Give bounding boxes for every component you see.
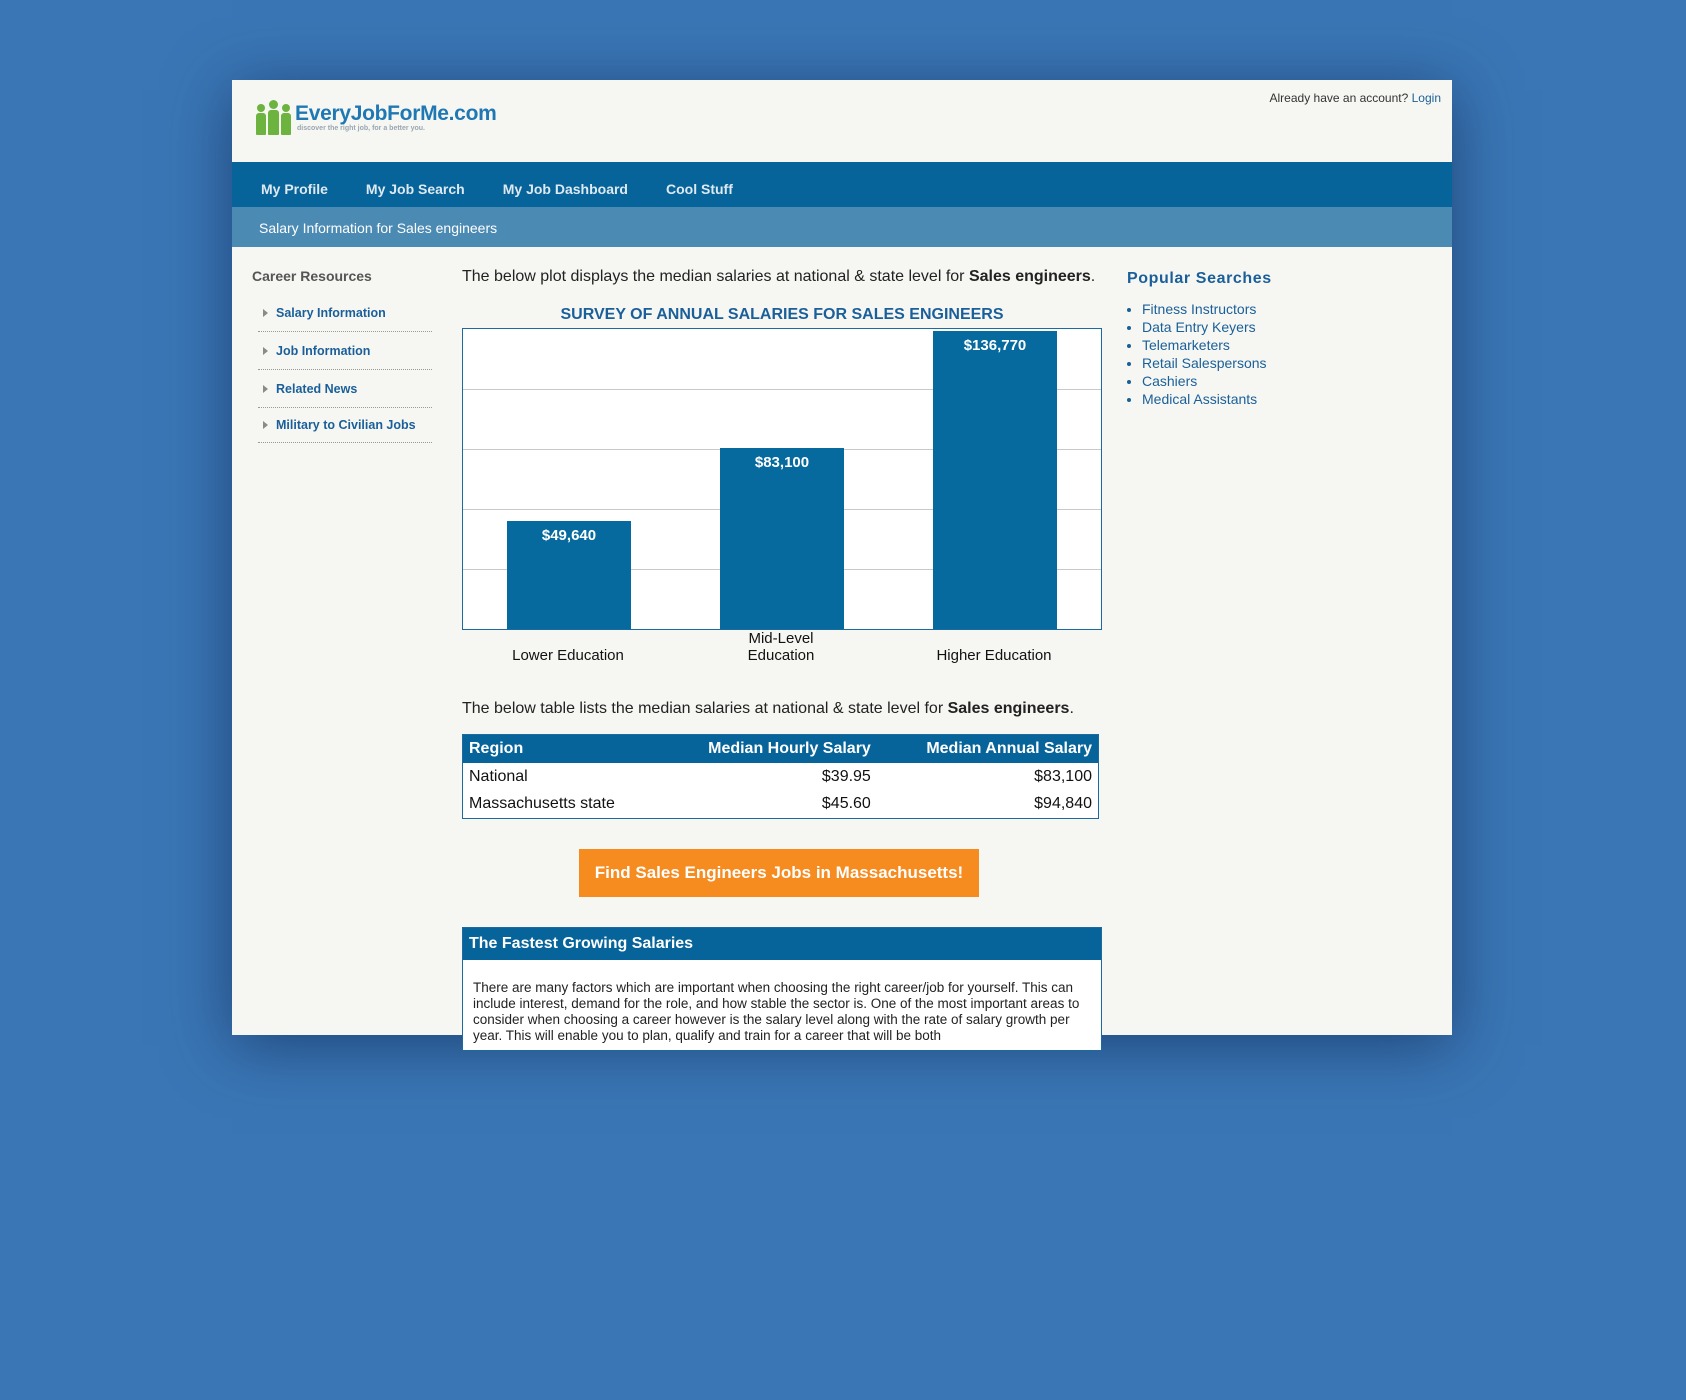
triangle-right-icon	[263, 347, 268, 355]
page-title-bar	[232, 207, 1452, 247]
sidebar-item-label: Related News	[276, 381, 358, 396]
sidebar-item-military-to-civilian-jobs[interactable]	[258, 408, 432, 443]
logo-tagline: discover the right job, for a better you.	[297, 125, 425, 132]
logo-name: EveryJobForMe.com	[295, 102, 497, 125]
table-row	[463, 791, 1099, 819]
chart-bar	[507, 521, 631, 629]
chart-x-tick-label: Higher Education	[936, 647, 1052, 664]
nav-my-job-dashboard[interactable]: My Job Dashboard	[502, 181, 628, 197]
triangle-right-icon	[263, 421, 268, 429]
popular-searches	[1127, 270, 1427, 408]
table-cell-hourly: $45.60	[821, 795, 871, 813]
table-intro-period: .	[1069, 700, 1074, 717]
chart-bar-value-label: $136,770	[963, 337, 1027, 354]
page-container	[232, 80, 1452, 1043]
table-cell-annual: $83,100	[1034, 767, 1092, 785]
popular-search-link[interactable]: • Fitness Instructors	[1142, 300, 1427, 318]
cta-wrapper	[462, 849, 1102, 897]
column-header-hourly: Median Hourly Salary	[659, 735, 876, 763]
chart-intro-occupation: Sales engineers	[968, 268, 1091, 285]
chart-intro-text: The below plot displays the median salaries at national & state level for	[462, 268, 969, 285]
main-nav	[232, 162, 1452, 207]
sidebar-item-label: Job Information	[276, 343, 371, 358]
nav-my-job-search[interactable]: My Job Search	[365, 181, 465, 197]
sidebar-item-related-news[interactable]	[258, 370, 432, 408]
chart-intro-period: .	[1090, 268, 1096, 285]
site-logo[interactable]	[256, 100, 496, 135]
chart-title: SURVEY OF ANNUAL SALARIES FOR SALES ENGINEERS	[560, 306, 1004, 323]
fastest-growing-salaries-panel	[462, 927, 1102, 1051]
triangle-right-icon	[263, 385, 268, 393]
account-prompt-text: Already have an account?	[1269, 91, 1409, 105]
popular-search-link[interactable]: • Cashiers	[1142, 372, 1427, 390]
chart-x-tick-label: Lower Education	[512, 647, 624, 664]
career-resources-heading: Career Resources	[252, 268, 372, 284]
table-intro-text: The below table lists the median salaries at national & state level for	[462, 700, 948, 717]
salary-bar-chart	[462, 328, 1102, 630]
find-jobs-button[interactable]: Find Sales Engineers Jobs in Massachusetts!	[579, 849, 979, 897]
main-content	[462, 268, 1102, 1051]
column-header-annual: Median Annual Salary	[877, 735, 1099, 763]
account-prompt	[1270, 91, 1441, 105]
table-cell-region: National	[469, 767, 528, 785]
chart-x-tick-label: Mid-Level Education	[747, 630, 815, 664]
chart-bar-value-label: $83,100	[754, 454, 810, 471]
table-intro	[462, 700, 1102, 724]
sidebar-item-label: Military to Civilian Jobs	[276, 418, 416, 432]
fastest-growing-title: The Fastest Growing Salaries	[463, 928, 1101, 960]
career-resources-sidebar	[252, 268, 432, 443]
table-intro-occupation: Sales engineers	[947, 700, 1070, 717]
table-cell-annual: $94,840	[1034, 795, 1092, 813]
chart-intro	[462, 268, 1102, 292]
triangle-right-icon	[263, 309, 268, 317]
table-cell-region: Massachusetts state	[469, 795, 615, 813]
table-cell-hourly: $39.95	[821, 767, 871, 785]
nav-cool-stuff[interactable]: Cool Stuff	[665, 181, 733, 197]
sidebar-item-label: Salary Information	[276, 305, 386, 320]
chart-bar	[933, 331, 1057, 629]
fastest-growing-body: There are many factors which are important when choosing the right career/job for yourself. This can include interest, demand for the role, and how stable the sector is. One of the most important areas to consider when choosing a career however is the salary level along with the rate of salary growth per year. This will enable you to plan, qualify and train for a career that will be both	[473, 980, 1080, 1043]
nav-my-profile[interactable]: My Profile	[261, 181, 328, 197]
chart-bar-value-label: $49,640	[541, 527, 597, 544]
sidebar-item-salary-information[interactable]	[258, 294, 432, 332]
table-row	[463, 763, 1099, 791]
popular-search-link[interactable]: • Retail Salespersons	[1142, 354, 1427, 372]
chart-x-axis-labels	[462, 630, 1102, 670]
people-logo-icon	[256, 100, 291, 135]
popular-search-link[interactable]: • Telemarketers	[1142, 336, 1427, 354]
site-header	[232, 80, 1452, 162]
popular-search-link[interactable]: • Medical Assistants	[1142, 390, 1427, 408]
column-header-region: Region	[463, 735, 660, 763]
chart-bar	[720, 448, 844, 629]
page-title: Salary Information for Sales engineers	[259, 220, 498, 236]
popular-search-link[interactable]: • Data Entry Keyers	[1142, 318, 1427, 336]
sidebar-item-job-information[interactable]	[258, 332, 432, 370]
salary-table	[462, 734, 1099, 819]
popular-searches-list	[1127, 300, 1427, 408]
popular-searches-heading: Popular Searches	[1127, 270, 1272, 287]
table-header-row	[463, 735, 1099, 763]
login-link[interactable]: Login	[1411, 91, 1441, 105]
